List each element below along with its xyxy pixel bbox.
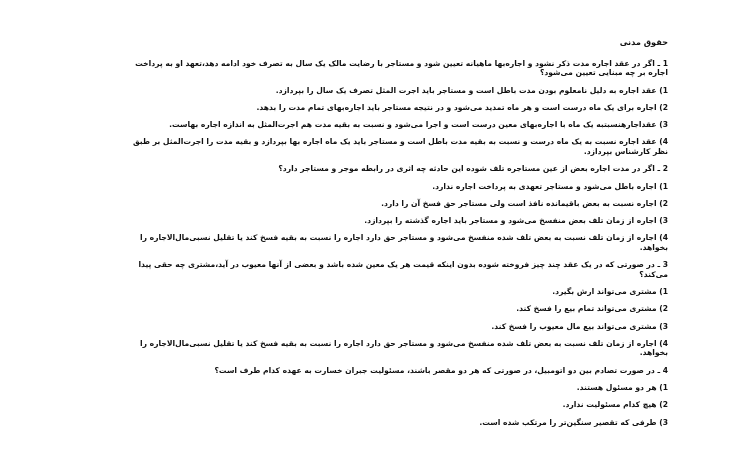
q2-option-3: 3) اجاره از زمان تلف بعض منفسخ می‌شود و مستاجر باید اجاره گذشته را بپردازد.: [364, 216, 668, 226]
q3-option-2: 2) مشتری می‌تواند تمام بیع را فسخ کند.: [516, 304, 668, 314]
q1-option-4: 4) عقد اجاره نسبت به یک ماه درست و نسبت به بقیه مدت باطل است و مستاجر باید یک ماه اجاره بها بپردازد و بقیه مدت را اجرت‌المثل بر طبق نظر کارشناس بپردازد.: [132, 137, 668, 156]
q3-option-3: 3) مشتری می‌تواند بیع مال معیوب را فسخ کند.: [491, 321, 668, 331]
q2-option-1: 1) اجاره باطل می‌شود و مستاجر تعهدی به پرداخت اجاره ندارد.: [432, 181, 668, 191]
q1-option-2: 2) اجاره برای یک ماه درست است و هر ماه تمدید می‌شود و در نتیجه مستاجر باید اجاره‌بهای تمام مدت را بدهد.: [256, 102, 668, 112]
question-4: 4 ـ در صورت تصادم بین دو اتومبیل، در صورتی که هر دو مقصر باشند، مسئولیت جبران خسارت به عهده کدام طرف است؟: [214, 365, 668, 375]
document-title: حقوق مدنی: [619, 37, 668, 47]
q2-option-2: 2) اجاره نسبت به بعض باقیمانده نافذ است ولی مستاجر حق فسخ آن را دارد.: [381, 198, 668, 208]
q4-option-2: 2) هیچ کدام مسئولیت ندارد.: [562, 400, 668, 410]
question-1: 1 ـ اگر در عقد اجاره مدت ذکر نشود و اجاره‌بها ماهیانه تعیین شود و مستاجر با رضایت مالک یک سال به تصرف خود ادامه دهد،تعهد او به پرداخت اجاره بر چه مبنایی تعیین می‌شود؟: [135, 58, 668, 78]
q1-option-3: 3) عقداجارهنسبتبه یک ماه با اجاره‌بهای معین درست است و اجرا می‌شود و نسبت به بقیه مدت هم اجرت‌المثل به اندازه اجاره بهاست.: [169, 120, 668, 130]
question-3: 3 ـ در صورتی که در یک عقد چند چیز فروخته شوده بدون اینکه قیمت هر یک معین شده باشد و بعضی از آنها معیوب در آید،مشتری چه حقی پیدا می‌کند؟: [138, 260, 668, 279]
document-body: [120, 38, 668, 435]
q3-option-4: 4) اجاره از زمان تلف نسبت به بعض تلف شده منفسخ می‌شود و مستاجر حق دارد اجاره را نسبت به بقیه فسخ کند یا تقلیل نسبی‌مال‌الاجاره را بخواهد.: [140, 338, 668, 358]
q1-option-1: 1) عقد اجاره به دلیل نامعلوم بودن مدت باطل است و مستاجر باید اجرت المثل تصرف یک سال را بپردازد.: [275, 85, 668, 95]
question-2: 2 ـ اگر در مدت اجاره بعض از عین مستاجره تلف شوده این حادثه چه اثری در رابطه موجر و مستاجر دارد؟: [278, 164, 668, 174]
q4-option-3: 3) طرفی که تقصیر سنگین‌تر را مرتکب شده است.: [479, 417, 668, 427]
q2-option-4: 4) اجاره از زمان تلف نسبت به بعض تلف شده منفسخ می‌شود و مستاجر حق دارد اجاره را نسبت به بقیه فسخ کند یا تقلیل نسبی‌مال‌الاجاره را بخواهد.: [140, 233, 668, 252]
q4-option-1: 1) هر دو مسئول هستند.: [576, 383, 668, 393]
q3-option-1: 1) مشتری می‌تواند ارش بگیرد.: [552, 287, 668, 297]
